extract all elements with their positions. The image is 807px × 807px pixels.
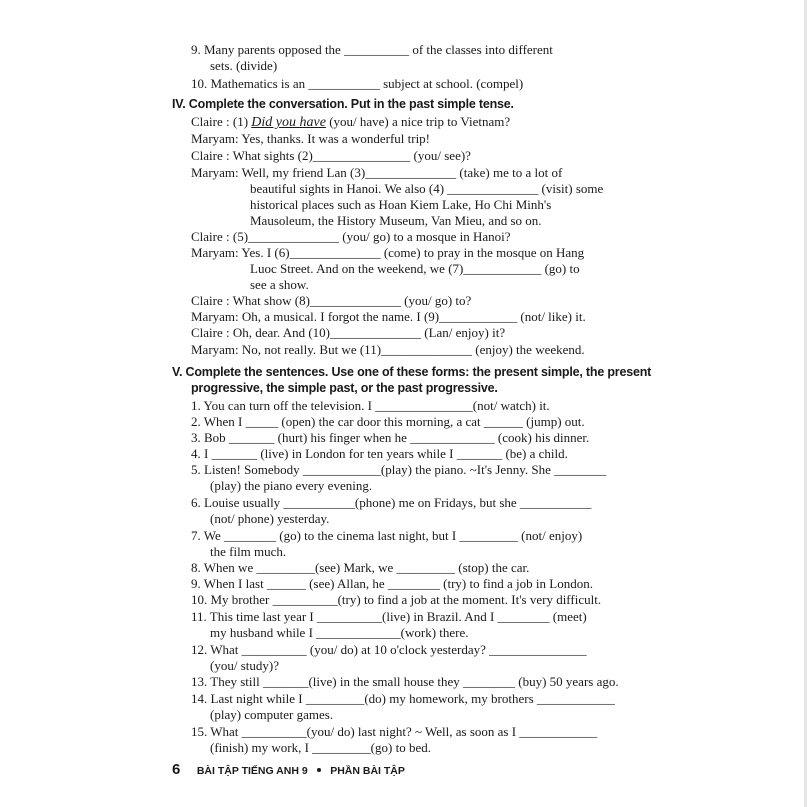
sentence-8: 8. When we _________(see) Mark, we _________ (stop) the car. (191, 560, 530, 575)
dialogue-line-1-rest: (you/ have) a nice trip to Vietnam? (329, 114, 511, 129)
sentence-2: 2. When I _____ (open) the car door this morning, a cat ______ (jump) out. (191, 414, 585, 429)
section-5-heading-line-1: V. Complete the sentences. Use one of these forms: the present simple, the present (172, 365, 652, 379)
exercise-3-item-10: 10. Mathematics is an ___________ subject at school. (compel) (191, 76, 524, 91)
sentence-11-cont: my husband while I _____________(work) there. (210, 625, 469, 640)
sentence-5-cont: (play) the piano every evening. (210, 478, 373, 493)
dialogue-line-3: Claire : What sights (2)_______________ (you/ see)? (191, 148, 471, 163)
sentence-5: 5. Listen! Somebody ____________(play) the piano. ~It's Jenny. She ________ (191, 462, 607, 477)
dialogue-line-12: Claire : What show (8)______________ (you/ go) to? (191, 293, 472, 308)
sentence-1: 1. You can turn off the television. I _______________(not/ watch) it. (191, 398, 550, 413)
dialogue-line-13: Maryam: Oh, a musical. I forgot the name. I (9)____________ (not/ like) it. (191, 309, 586, 324)
dialogue-line-1 (191, 114, 510, 131)
exercise-3-item-9-cont: sets. (divide) (210, 58, 278, 73)
dialogue-line-7: Mausoleum, the History Museum, Van Mieu, and so on. (250, 213, 542, 228)
sentence-15: 15. What __________(you/ do) last night? ~ Well, as soon as I ____________ (191, 724, 598, 739)
sentence-12-cont: (you/ study)? (210, 658, 279, 673)
book-title: BÀI TẬP TIẾNG ANH 9 (196, 765, 308, 777)
dialogue-line-15: Maryam: No, not really. But we (11)______________ (enjoy) the weekend. (191, 342, 585, 357)
dialogue-speaker-prompt: Claire : (1) (191, 114, 249, 129)
sentence-13: 13. They still _______(live) in the small house they ________ (buy) 50 years ago. (191, 674, 619, 689)
sentence-6-cont: (not/ phone) yesterday. (210, 511, 330, 526)
dialogue-line-8: Claire : (5)______________ (you/ go) to a mosque in Hanoi? (191, 229, 511, 244)
dialogue-line-2: Maryam: Yes, thanks. It was a wonderful trip! (191, 131, 431, 146)
sentence-10: 10. My brother __________(try) to find a job at the moment. It's very difficult. (191, 592, 602, 607)
exercise-3-item-9: 9. Many parents opposed the __________ of the classes into different (191, 42, 553, 57)
sentence-7: 7. We ________ (go) to the cinema last night, but I _________ (not/ enjoy) (191, 528, 583, 543)
sentence-12: 12. What __________ (you/ do) at 10 o'clock yesterday? _______________ (191, 642, 587, 657)
sentence-7-cont: the film much. (210, 544, 287, 559)
dialogue-line-14: Claire : Oh, dear. And (10)______________ (Lan/ enjoy) it? (191, 325, 506, 340)
dialogue-line-10: Luoc Street. And on the weekend, we (7)____________ (go) to (250, 261, 580, 276)
sentence-15-cont: (finish) my work, I _________(go) to bed. (210, 740, 431, 755)
dialogue-line-6: historical places such as Hoan Kiem Lake, Ho Chi Minh's (250, 197, 552, 212)
footer-section-label: PHẦN BÀI TẬP (330, 765, 405, 777)
dialogue-line-9: Maryam: Yes. I (6)______________ (come) to pray in the mosque on Hang (191, 245, 585, 260)
dialogue-line-11: see a show. (250, 277, 309, 292)
sentence-6: 6. Louise usually ___________(phone) me on Fridays, but she ___________ (191, 495, 592, 510)
sentence-14-cont: (play) computer games. (210, 707, 334, 722)
bullet-dot-icon (317, 768, 321, 772)
sentence-11: 11. This time last year I __________(live) in Brazil. And I ________ (meet) (191, 609, 587, 624)
page-footer (172, 762, 405, 779)
sentence-4: 4. I _______ (live) in London for ten years while I _______ (be) a child. (191, 446, 568, 461)
section-5-heading-line-2: progressive, the simple past, or the past progressive. (191, 381, 498, 395)
sentence-3: 3. Bob _______ (hurt) his finger when he _____________ (cook) his dinner. (191, 430, 590, 445)
section-4-heading: IV. Complete the conversation. Put in the past simple tense. (172, 97, 514, 111)
sentence-14: 14. Last night while I _________(do) my homework, my brothers ____________ (191, 691, 615, 706)
dialogue-line-5: beautiful sights in Hanoi. We also (4) ______________ (visit) some (250, 181, 604, 196)
sentence-9: 9. When I last ______ (see) Allan, he ________ (try) to find a job in London. (191, 576, 593, 591)
example-answer: Did you have (251, 115, 326, 130)
page-number: 6 (172, 761, 181, 778)
dialogue-line-4: Maryam: Well, my friend Lan (3)______________ (take) me to a lot of (191, 165, 563, 180)
